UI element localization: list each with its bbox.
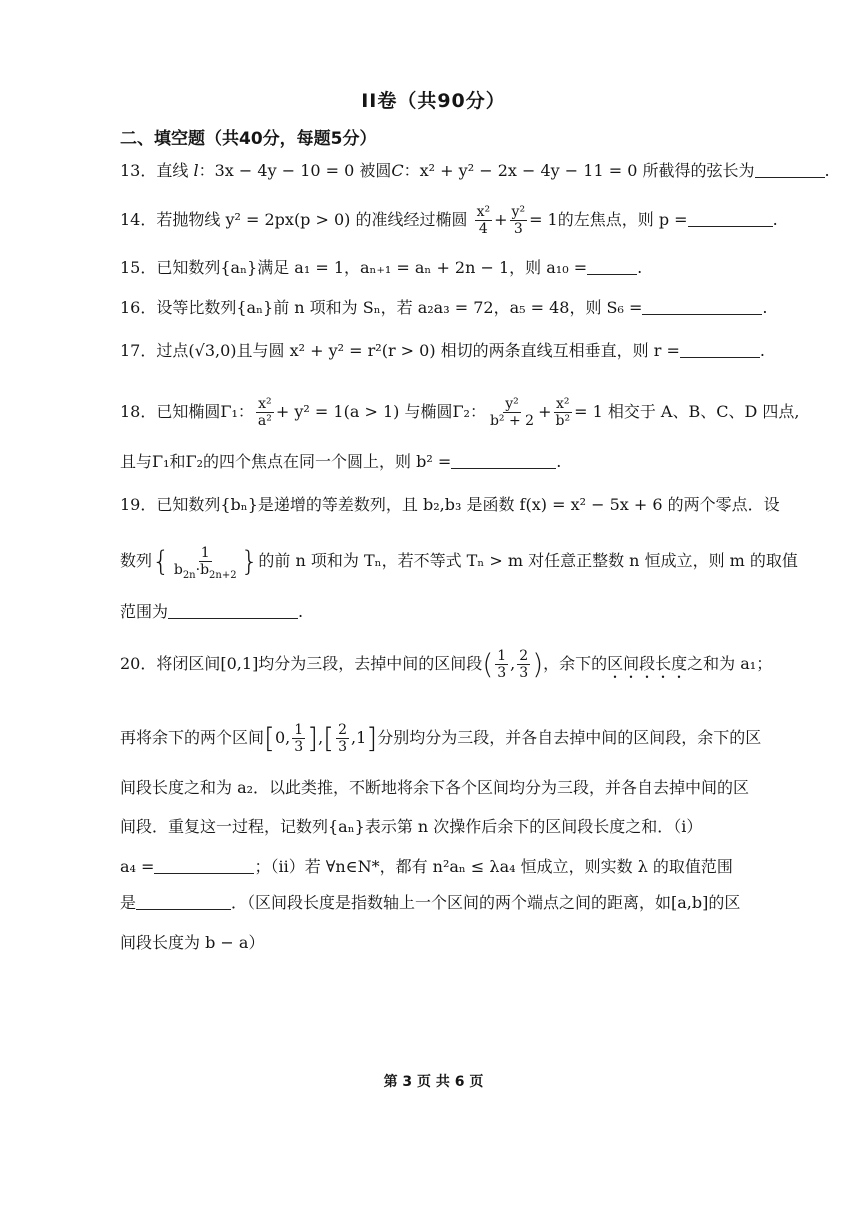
question-20-line-6 <box>120 892 780 914</box>
q19-text-4: 范围为 <box>120 602 169 621</box>
q13-text-3: ：x² + y² − 2x − 4y − 11 = 0 所截得的弦长为 <box>403 161 755 180</box>
q20-text-4: 再将余下的两个区间 <box>120 728 265 747</box>
answer-blank[interactable] <box>755 161 825 178</box>
question-18-line-1: 18．已知椭圆Γ₁： $\frac{\text{x²}}{\text{a²}}$ + y² = 1(a > 1) 与椭圆Γ₂： $\frac{\text{y²}}{\text{b² + 2}}$ + $\frac{\text{x²}}{\text{b²}}$ = 1 相交于 A、B、C、D 四点, <box>120 396 800 429</box>
fraction-1-over-b-product: $\frac{1}{b_{2n}\cdot b_{2n+2}}$ <box>173 545 237 581</box>
q13-text-2: ：3x − 4y − 10 = 0 被圆 <box>198 161 392 180</box>
q17-text: 过点(√3,0)且与圆 x² + y² = r²(r > 0) 相切的两条直线互相垂直，则 r = <box>156 341 680 360</box>
question-20-line-3 <box>120 777 780 799</box>
question-number: 14． <box>120 210 157 229</box>
answer-blank[interactable] <box>680 341 760 358</box>
right-paren: ) <box>532 647 544 681</box>
fraction-1-over-3: $\frac{1}{3}$ <box>497 648 507 681</box>
question-13 <box>120 160 830 182</box>
answer-blank[interactable] <box>154 857 254 874</box>
page-footer: 第 3 页 共 6 页 <box>383 1074 484 1090</box>
q19-text-2: 数列 <box>120 551 153 570</box>
q19-text-1: 已知数列{bₙ}是递增的等差数列，且 b₂,b₃ 是函数 f(x) = x² − 5x + 6 的两个零点．设 <box>156 495 780 514</box>
fraction-1-over-3: $\frac{1}{3}$ <box>294 722 304 755</box>
page-title: II卷（共90分） <box>361 90 506 112</box>
answer-blank[interactable] <box>168 602 298 619</box>
question-number: 15． <box>120 258 157 277</box>
fraction-x2-over-4: $\frac{\text{x²}}{4}$ <box>476 204 491 237</box>
right-bracket: ] <box>307 721 319 755</box>
q16-end: . <box>762 298 768 317</box>
question-20-line-1: 20．将闭区间[0,1]均分为三段，去掉中间的区间段( $\frac{1}{3}$ , $\frac{2}{3}$ )，余下的区间段长度之和为 a₁； <box>120 647 773 681</box>
question-20-line-4 <box>120 816 780 838</box>
fraction-2-over-3: $\frac{2}{3}$ <box>338 722 348 755</box>
question-number: 19． <box>120 495 157 514</box>
q20-text-10: 是 <box>120 893 137 912</box>
question-16 <box>120 297 780 319</box>
question-number: 18． <box>120 402 157 421</box>
q18-end: . <box>556 452 562 471</box>
question-20-line-7 <box>120 932 780 954</box>
fraction-x2-over-a2: $\frac{\text{x²}}{\text{a²}}$ <box>257 396 272 429</box>
q20-text-6: 间段长度之和为 a₂．以此类推，不断地将余下各个区间均分为三段，并各自去掉中间的区 <box>120 778 750 797</box>
answer-blank[interactable] <box>451 452 556 469</box>
question-18-line-2 <box>120 451 780 473</box>
answer-blank[interactable] <box>688 210 773 227</box>
question-number: 16． <box>120 298 157 317</box>
q18-text-1: 已知椭圆Γ₁： <box>156 402 254 421</box>
q19-text-3: 的前 n 项和为 Tₙ，若不等式 Tₙ > m 对任意正整数 n 恒成立，则 m 的取值 <box>258 551 798 570</box>
q20-text-7: 间段．重复这一过程，记数列{aₙ}表示第 n 次操作后余下的区间段长度之和．（i） <box>120 817 703 836</box>
answer-blank[interactable] <box>642 298 762 315</box>
q15-text: 已知数列{aₙ}满足 a₁ = 1，aₙ₊₁ = aₙ + 2n − 1，则 a₁₀ = <box>156 258 588 277</box>
q20-text-2: ，余下的 <box>543 654 608 673</box>
question-19-line-1 <box>120 494 780 516</box>
line-symbol: l <box>193 161 199 180</box>
fraction-y2-over-b2-plus-2: $\frac{\text{y²}}{\text{b² + 2}}$ <box>489 396 535 429</box>
q13-end: . <box>824 161 830 180</box>
question-20-line-2: 再将余下的两个区间[0, $\frac{1}{3}$ ],[ $\frac{2}{3}$ ,1]分别均分为三段，并各自去掉中间的区间段，余下的区 <box>120 721 762 755</box>
q20-text-11: ．（区间段长度是指数轴上一个区间的两个端点之间的距离，如[a,b]的区 <box>231 893 741 912</box>
q20-emphasis-text: 区间段长度 <box>607 654 688 673</box>
section-heading: 二、填空题（共40分，每题5分） <box>120 129 377 149</box>
q14-text-1: 若抛物线 y² = 2px(p > 0) 的准线经过椭圆 <box>156 210 468 229</box>
question-19-line-2 <box>120 544 798 581</box>
left-paren: ( <box>482 647 494 681</box>
q17-end: . <box>759 341 765 360</box>
right-bracket: ] <box>366 721 378 755</box>
question-number: 20． <box>120 654 157 673</box>
circle-symbol: C <box>391 161 404 180</box>
left-bracket: [ <box>264 721 275 755</box>
q20-text-8: a₄ = <box>120 857 155 876</box>
q15-end: . <box>637 258 643 277</box>
q20-text-9: ；（ii）若 ∀n∈N*，都有 n²aₙ ≤ λa₄ 恒成立，则实数 λ 的取值范围 <box>254 857 733 876</box>
left-brace: { <box>152 544 170 578</box>
question-19-line-3 <box>120 601 780 623</box>
q13-text-1: 直线 <box>156 161 189 180</box>
q20-text-5: 分别均分为三段，并各自去掉中间的区间段，余下的区 <box>377 728 762 747</box>
q20-text-12: 间段长度为 b − a） <box>120 933 265 952</box>
q20-text-3: 之和为 a₁； <box>687 654 773 673</box>
q16-text: 设等比数列{aₙ}前 n 项和为 Sₙ，若 a₂a₃ = 72，a₅ = 48，则 S₆ = <box>156 298 643 317</box>
fraction-y2-over-3: $\frac{\text{y²}}{3}$ <box>511 204 526 237</box>
left-bracket: [ <box>323 721 335 755</box>
fraction-2-over-3: $\frac{2}{3}$ <box>519 648 529 681</box>
answer-blank[interactable] <box>136 893 231 910</box>
q20-text-1: 将闭区间[0,1]均分为三段，去掉中间的区间段 <box>156 654 483 673</box>
q18-text-3: = 1 相交于 A、B、C、D 四点, <box>574 402 800 421</box>
question-number: 13． <box>120 161 157 180</box>
question-number: 17． <box>120 341 157 360</box>
q18-text-2: + y² = 1(a > 1) 与椭圆Γ₂： <box>275 402 486 421</box>
q14-end: . <box>772 210 778 229</box>
question-17 <box>120 340 780 362</box>
q19-end: . <box>298 602 304 621</box>
question-15 <box>120 257 780 279</box>
question-20-line-5 <box>120 856 780 878</box>
question-14: 14．若抛物线 y² = 2px(p > 0) 的准线经过椭圆 $\frac{\text{x²}}{4}$ + $\frac{\text{y²}}{3}$ = 1的左焦点，则 p = . <box>120 204 778 237</box>
right-brace: } <box>240 544 259 578</box>
q18-text-4: 且与Γ₁和Γ₂的四个焦点在同一个圆上，则 b² = <box>120 452 452 471</box>
q14-text-2: 的左焦点，则 p = <box>557 210 688 229</box>
answer-blank[interactable] <box>587 258 637 275</box>
fraction-x2-over-b2: $\frac{\text{x²}}{\text{b²}}$ <box>555 396 571 429</box>
